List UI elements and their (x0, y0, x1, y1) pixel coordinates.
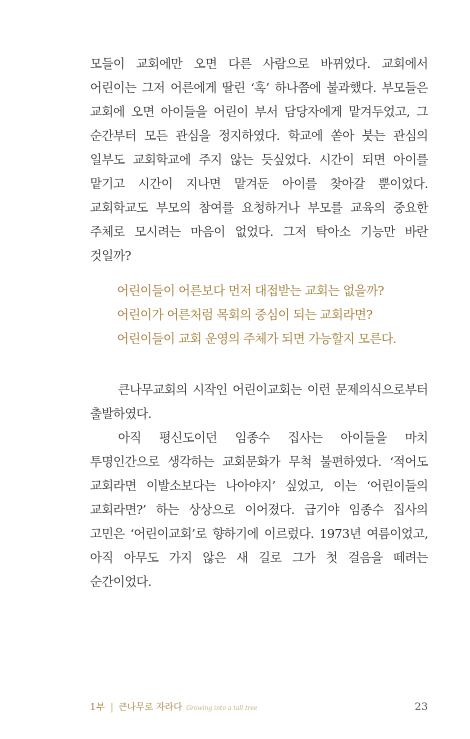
paragraph-continued: 모들이 교회에만 오면 다른 사람으로 바뀌었다. 교회에서 어린이는 그저 어른에게 딸린 ‘혹’ 하나쯤에 불과했다. 부모들은 교회에 오면 아이들을 어린이 부서 담당자에게 맡겨두었고, 그 순간부터 모든 관심을 정지하였다. 학교에 쏟아 붓는 관심의 일부도 교회학교에 주지 않는 듯싶었다. 시간이 되면 아이를 맡기고 시간이 지나면 맡겨둔 아이를 찾아갈 뿐이었다. 교회학교도 부모의 참여를 요청하거나 부모를 교육의 중요한 주체로 모시려는 마음이 없었다. 그저 탁아소 기능만 바란 것일까? (90, 56, 428, 263)
page-footer (90, 700, 428, 713)
quote-line-2: 어린이가 어른처럼 목회의 중심이 되는 교회라면? (117, 307, 373, 322)
page-number: 23 (414, 701, 428, 713)
quote-line-3: 어린이들이 교회 운영의 주체가 되면 가능할지 모른다. (117, 331, 397, 346)
footer-section-subtitle: Growing into a tall tree (186, 705, 258, 712)
footer-separator: | (110, 703, 114, 713)
paragraph-story: 아직 평신도이던 임종수 집사는 아이들을 마치 투명인간으로 생각하는 교회문화가 무척 불편하였다. ‘적어도 교회라면 이발소보다는 나아야지’ 싶었고, 이는 ‘어린이들의 교회라면?’ 하는 상상으로 이어졌다. 급기야 임종수 집사의 고민은 ‘어린이교회’로 향하기에 이르렀다. 1973년 여름이었고, 아직 아무도 가지 않은 새 길로 그가 첫 걸음을 떼려는 순간이었다. (90, 430, 428, 589)
footer-part-label: 1부 (90, 703, 106, 713)
quote-line-1: 어린이들이 어른보다 먼저 대접받는 교회는 없을까? (117, 283, 384, 298)
footer-section-title: 큰나무로 자라다 (118, 703, 183, 713)
paragraph-origin: 큰나무교회의 시작인 어린이교회는 이런 문제의식으로부터 출발하였다. (90, 382, 428, 421)
